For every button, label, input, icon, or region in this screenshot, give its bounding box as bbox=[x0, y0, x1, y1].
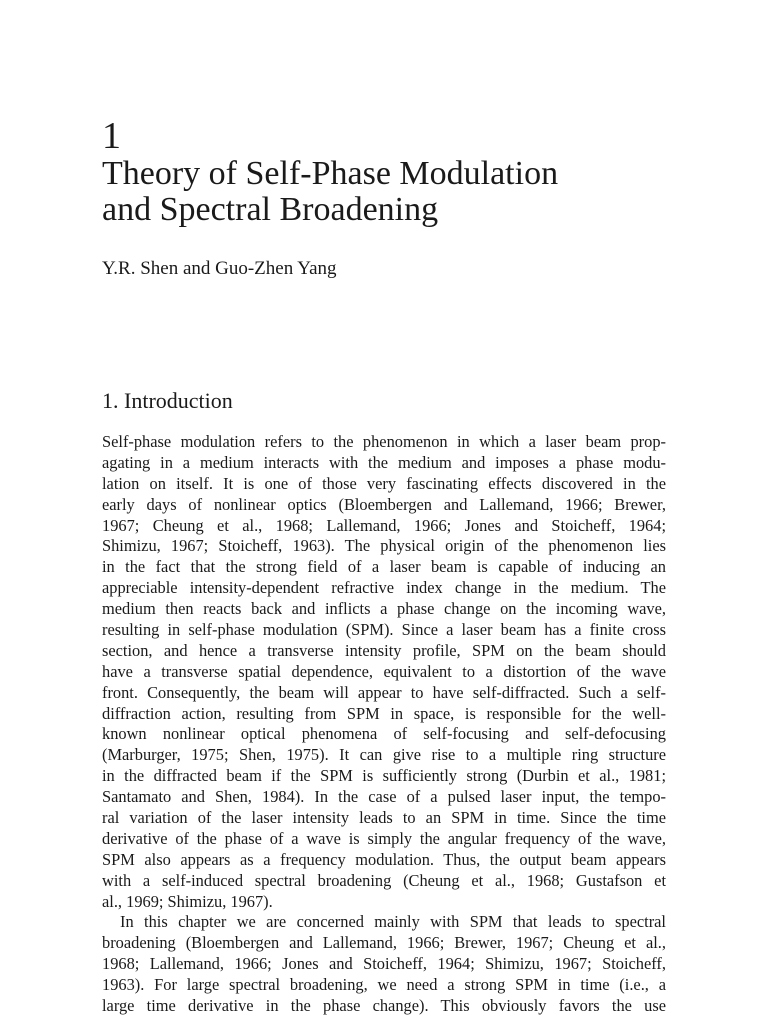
text-line: resulting in self-phase modulation (SPM). Since a laser beam has a finite cross bbox=[102, 620, 666, 640]
paragraph bbox=[102, 912, 666, 1016]
text-line: in the fact that the strong field of a laser beam is capable of inducing an bbox=[102, 557, 666, 577]
chapter-title bbox=[102, 156, 702, 228]
text-line: agating in a medium interacts with the medium and imposes a phase modu- bbox=[102, 452, 666, 472]
chapter-title-line: Theory of Self-Phase Modulation bbox=[102, 155, 559, 192]
text-line: In this chapter we are concerned mainly with SPM that leads to spectral bbox=[120, 912, 666, 932]
text-line: have a transverse spatial dependence, equivalent to a distortion of the wave bbox=[102, 661, 666, 681]
chapter-authors: Y.R. Shen and Guo-Zhen Yang bbox=[102, 258, 337, 279]
text-line: SPM also appears as a frequency modulation. Thus, the output beam appears bbox=[102, 849, 666, 869]
chapter-number: 1 bbox=[102, 115, 121, 157]
text-line: known nonlinear optical phenomena of self-focusing and self-defocusing bbox=[102, 724, 666, 744]
text-line: Self-phase modulation refers to the phenomenon in which a laser beam prop- bbox=[102, 432, 666, 451]
text-line: derivative of the phase of a wave is simply the angular frequency of the wave, bbox=[102, 828, 666, 848]
text-line: ral variation of the laser intensity leads to an SPM in time. Since the time bbox=[102, 808, 666, 828]
text-line: 1967; Cheung et al., 1968; Lallemand, 1966; Jones and Stoicheff, 1964; bbox=[102, 515, 666, 535]
text-line: Santamato and Shen, 1984). In the case of a pulsed laser input, the tempo- bbox=[102, 787, 666, 807]
text-line: with a self-induced spectral broadening (Cheung et al., 1968; Gustafson et bbox=[102, 870, 666, 890]
section-heading: 1. Introduction bbox=[102, 388, 233, 413]
text-line: broadening (Bloembergen and Lallemand, 1966; Brewer, 1967; Cheung et al., bbox=[102, 933, 666, 953]
text-line: in the diffracted beam if the SPM is sufficiently strong (Durbin et al., 1981; bbox=[102, 766, 666, 786]
text-line: front. Consequently, the beam will appear to have self-diffracted. Such a self- bbox=[102, 682, 666, 702]
paragraph bbox=[102, 432, 666, 912]
text-line: 1968; Lallemand, 1966; Jones and Stoicheff, 1964; Shimizu, 1967; Stoicheff, bbox=[102, 954, 666, 974]
text-line: medium then reacts back and inflicts a phase change on the incoming wave, bbox=[102, 599, 666, 619]
text-line: 1963). For large spectral broadening, we need a strong SPM in time (i.e., a bbox=[102, 975, 666, 995]
text-line: (Marburger, 1975; Shen, 1975). It can give rise to a multiple ring structure bbox=[102, 745, 666, 765]
text-line: Shimizu, 1967; Stoicheff, 1963). The physical origin of the phenomenon lies bbox=[102, 536, 666, 556]
text-line: large time derivative in the phase change). This obviously favors the use bbox=[102, 996, 666, 1016]
text-line: al., 1969; Shimizu, 1967). bbox=[102, 891, 273, 911]
text-line: lation on itself. It is one of those very fascinating effects discovered in the bbox=[102, 473, 666, 493]
chapter-title-line: and Spectral Broadening bbox=[102, 191, 439, 228]
text-line: section, and hence a transverse intensity profile, SPM on the beam should bbox=[102, 640, 666, 660]
body-text bbox=[102, 432, 666, 1017]
text-line: diffraction action, resulting from SPM in space, is responsible for the well- bbox=[102, 703, 666, 723]
text-line: appreciable intensity-dependent refractive index change in the medium. The bbox=[102, 578, 666, 598]
text-line: early days of nonlinear optics (Bloembergen and Lallemand, 1966; Brewer, bbox=[102, 494, 666, 514]
